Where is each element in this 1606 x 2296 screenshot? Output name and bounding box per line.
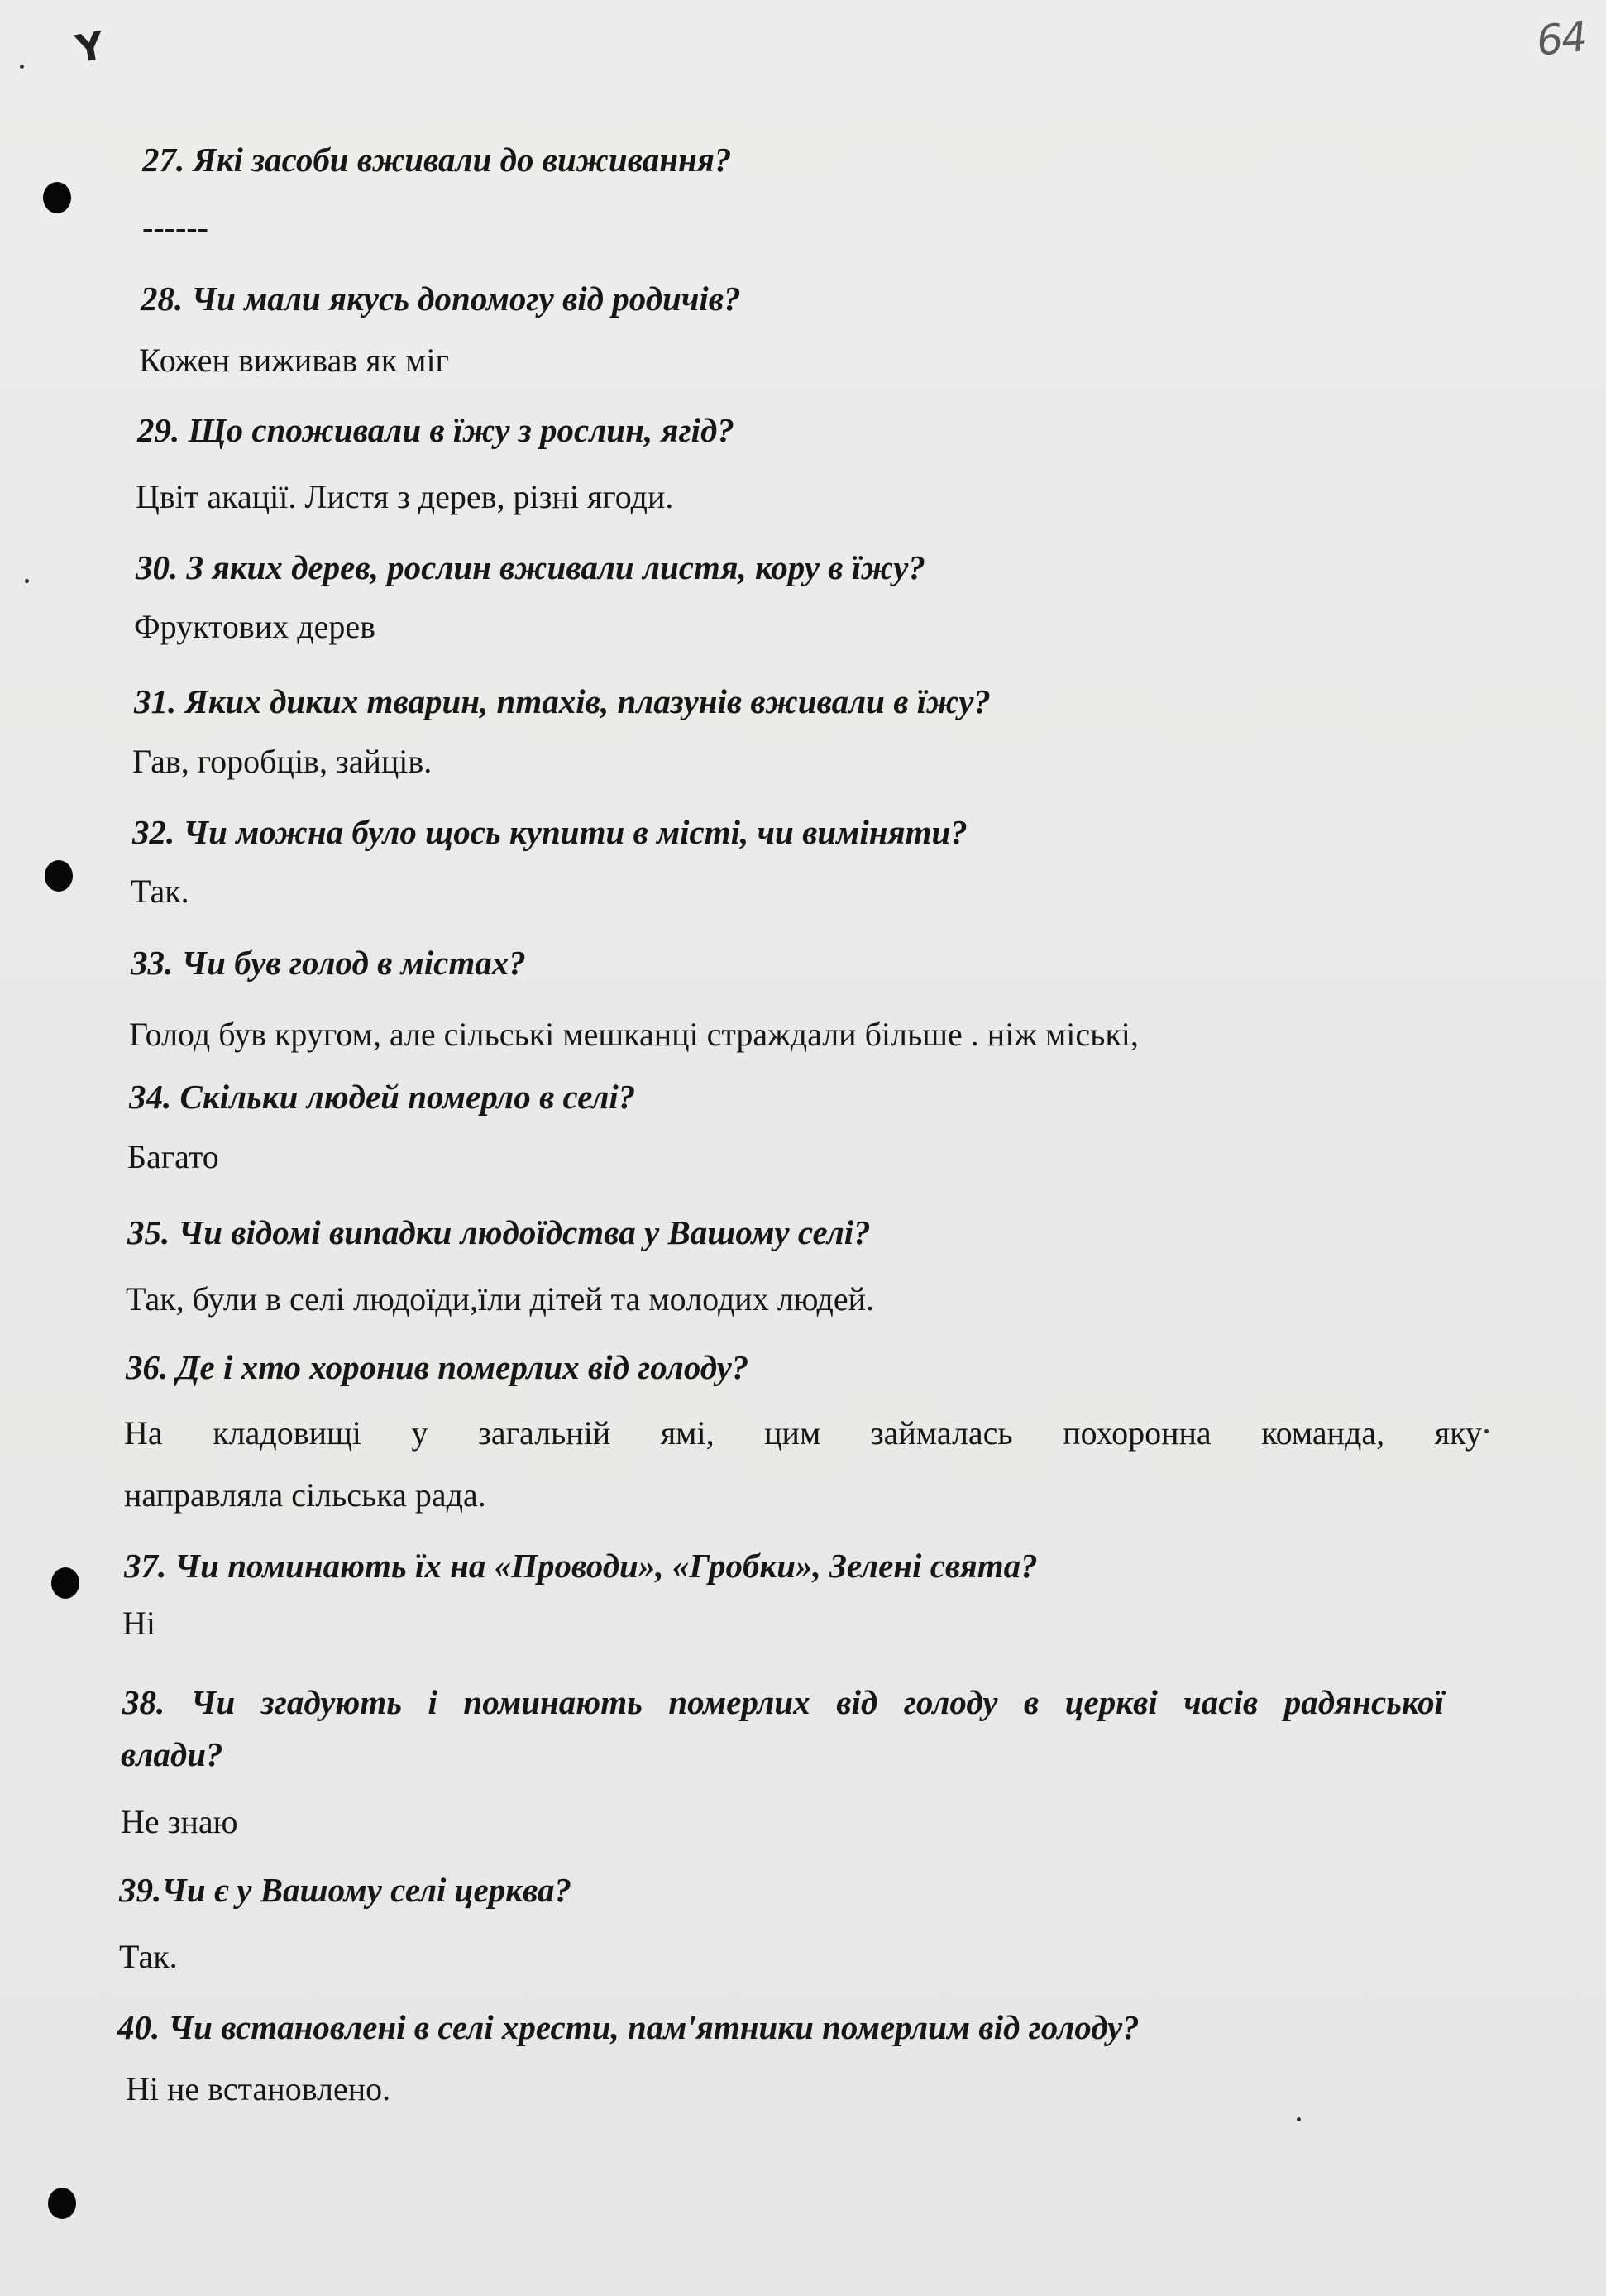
scan-speck xyxy=(20,65,24,69)
answer-31: Гав, горобців, зайців. xyxy=(132,743,433,780)
question-39: 39.Чи є у Вашому селі церква? xyxy=(119,1871,571,1909)
answer-36-line-1: На кладовищі у загальній ямі, цим займалась похоронна команда, яку xyxy=(124,1414,1482,1452)
question-31: 31. Яких диких тварин, птахів, плазунів вживали в їжу? xyxy=(134,682,991,720)
question-27: 27. Які засоби вживали до виживання? xyxy=(142,141,732,179)
answer-29: Цвіт акації. Листя з дерев, різні ягоди. xyxy=(136,478,674,515)
answer-40: Ні не встановлено. xyxy=(126,2070,391,2107)
punch-hole xyxy=(45,860,73,892)
question-36: 36. Де і хто хоронив померлих від голоду? xyxy=(126,1348,749,1386)
corner-mark: Y xyxy=(72,22,108,72)
question-38-line-1: 38. Чи згадують і поминають померлих від голоду в церкві часів радянської xyxy=(122,1683,1444,1721)
question-30: 30. З яких дерев, рослин вживали листя, кору в їжу? xyxy=(136,548,925,586)
question-38-line-2: влади? xyxy=(121,1735,223,1773)
question-32: 32. Чи можна було щось купити в місті, чи виміняти? xyxy=(132,813,968,851)
page-number: 64 xyxy=(1534,12,1589,65)
punch-hole xyxy=(51,1567,79,1599)
question-33: 33. Чи був голод в містах? xyxy=(131,944,526,982)
answer-27: ------ xyxy=(142,208,208,246)
answer-30: Фруктових дерев xyxy=(134,608,375,645)
punch-hole xyxy=(48,2188,76,2219)
question-34: 34. Скільки людей померло в селі? xyxy=(129,1078,636,1116)
punch-hole xyxy=(43,182,71,213)
question-37: 37. Чи поминають їх на «Проводи», «Гробки», Зелені свята? xyxy=(124,1547,1038,1585)
answer-34: Багато xyxy=(127,1138,219,1175)
answer-39: Так. xyxy=(119,1938,178,1975)
question-35: 35. Чи відомі випадки людоїдства у Вашому селі? xyxy=(127,1213,871,1251)
answer-32: Так. xyxy=(131,873,189,910)
answer-37: Ні xyxy=(122,1605,155,1642)
scan-speck xyxy=(25,579,29,583)
question-40: 40. Чи встановлені в селі хрести, пам'ятники померлим від голоду? xyxy=(117,2008,1140,2046)
scan-speck xyxy=(1297,2117,1301,2121)
answer-28: Кожен виживав як міг xyxy=(139,342,449,379)
answer-33: Голод був кругом, але сільські мешканці страждали більше . ніж міські, xyxy=(129,1016,1139,1053)
question-29: 29. Що споживали в їжу з рослин, ягід? xyxy=(137,411,734,449)
answer-36-line-2: направляла сільська рада. xyxy=(124,1476,486,1514)
answer-38: Не знаю xyxy=(121,1803,238,1840)
answer-35: Так, були в селі людоїди,їли дітей та молодих людей. xyxy=(126,1280,875,1318)
question-28: 28. Чи мали якусь допомогу від родичів? xyxy=(141,280,741,318)
scan-speck xyxy=(1484,1429,1489,1433)
